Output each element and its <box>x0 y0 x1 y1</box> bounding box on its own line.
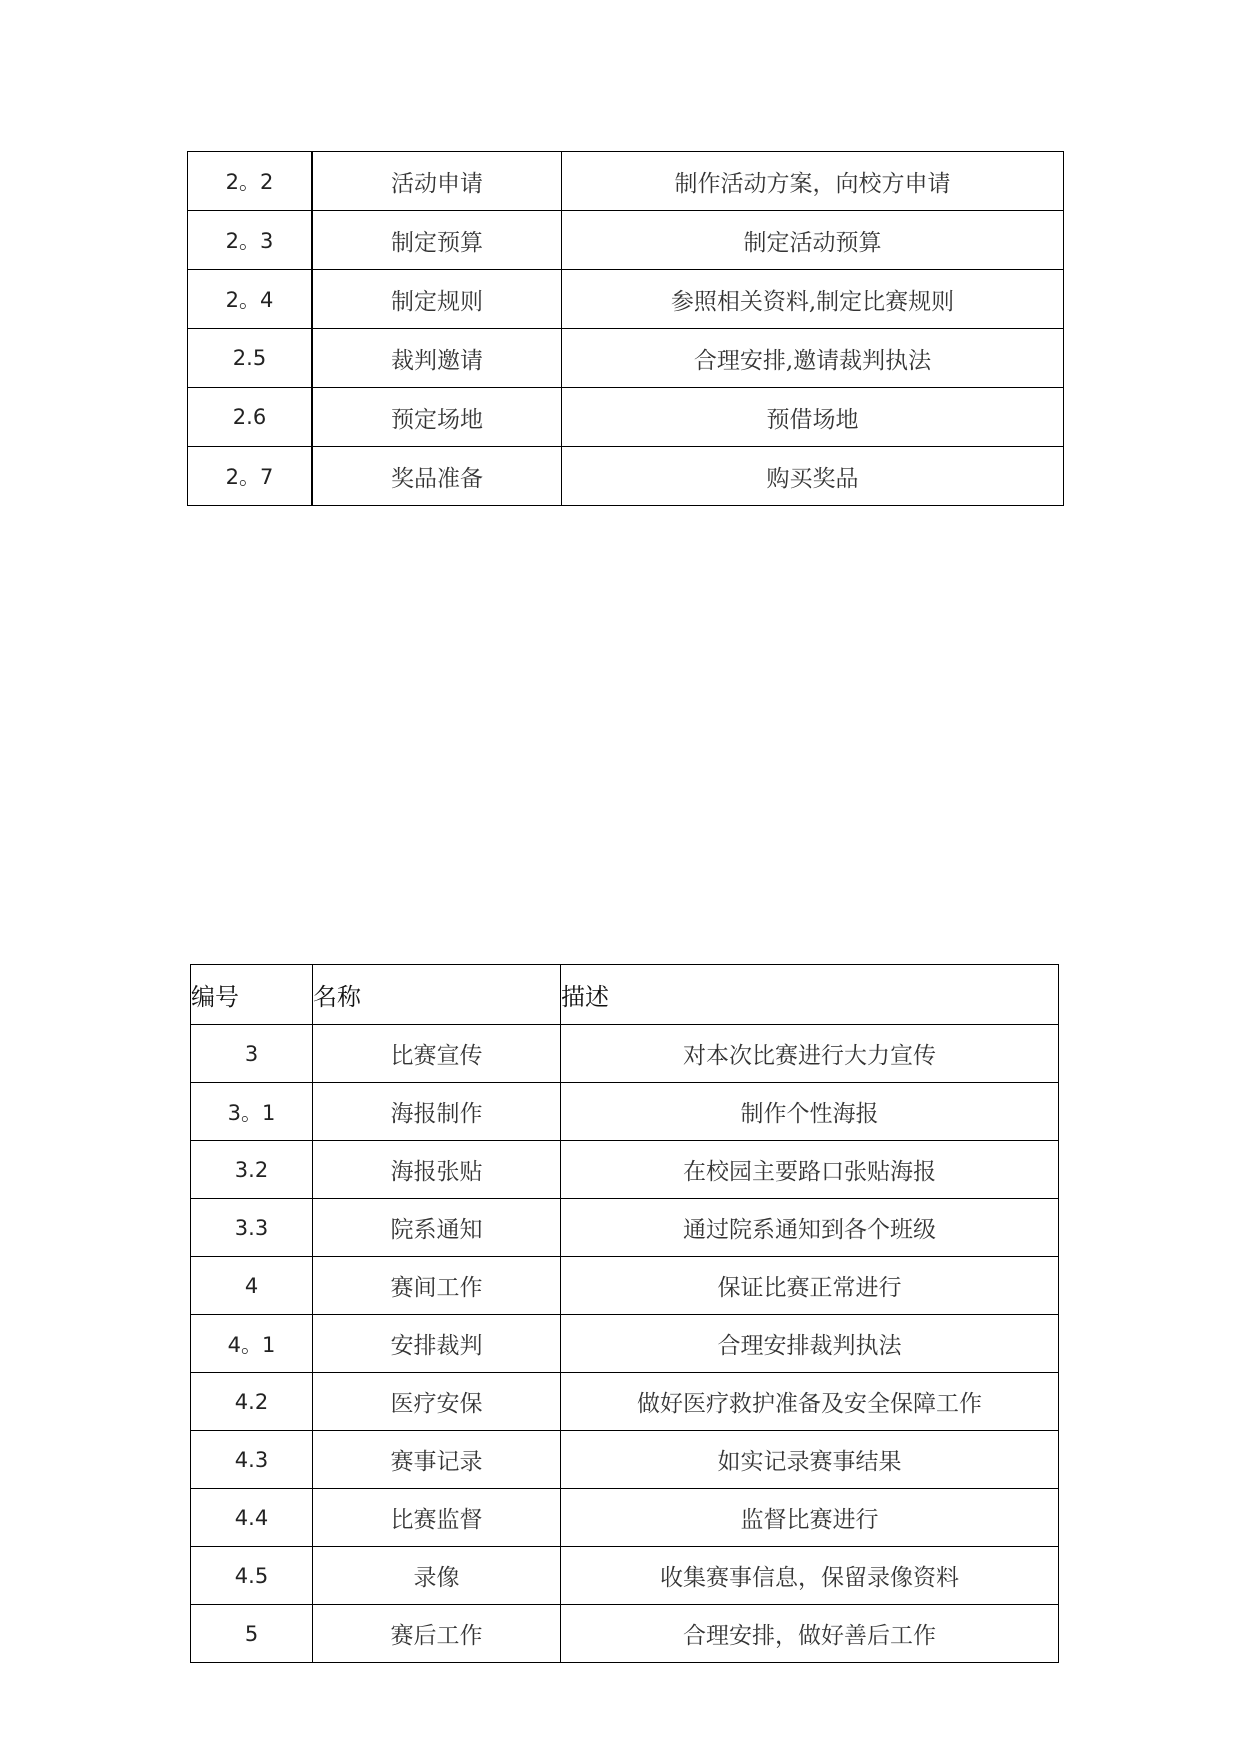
cell-num: 3.2 <box>191 1141 313 1199</box>
task-table-bottom-header <box>191 965 1059 1025</box>
table-row <box>188 270 1064 329</box>
cell-desc: 收集赛事信息，保留录像资料 <box>561 1547 1059 1605</box>
cell-name: 赛事记录 <box>313 1431 561 1489</box>
cell-num: 2。3 <box>188 211 313 270</box>
cell-desc: 如实记录赛事结果 <box>561 1431 1059 1489</box>
cell-desc: 购买奖品 <box>562 447 1064 506</box>
table-row <box>191 1373 1059 1431</box>
cell-num: 3.3 <box>191 1199 313 1257</box>
task-table-top-body <box>188 152 1064 506</box>
table-row <box>191 1547 1059 1605</box>
header-desc: 描述 <box>561 965 1059 1025</box>
table-row <box>191 1431 1059 1489</box>
cell-desc: 对本次比赛进行大力宣传 <box>561 1025 1059 1083</box>
cell-name: 院系通知 <box>313 1199 561 1257</box>
cell-name: 活动申请 <box>312 152 562 211</box>
cell-num: 2.6 <box>188 388 313 447</box>
cell-num: 4.2 <box>191 1373 313 1431</box>
cell-desc: 制作活动方案，向校方申请 <box>562 152 1064 211</box>
table-row <box>188 447 1064 506</box>
table-row <box>191 1315 1059 1373</box>
cell-name: 赛间工作 <box>313 1257 561 1315</box>
table-row <box>188 329 1064 388</box>
cell-name: 安排裁判 <box>313 1315 561 1373</box>
cell-desc: 预借场地 <box>562 388 1064 447</box>
task-table-bottom-body <box>191 1025 1059 1663</box>
cell-num: 3。1 <box>191 1083 313 1141</box>
cell-name: 赛后工作 <box>313 1605 561 1663</box>
table-row <box>191 1025 1059 1083</box>
cell-desc: 制作个性海报 <box>561 1083 1059 1141</box>
cell-name: 医疗安保 <box>313 1373 561 1431</box>
cell-name: 海报张贴 <box>313 1141 561 1199</box>
table-row <box>191 1199 1059 1257</box>
cell-name: 制定规则 <box>312 270 562 329</box>
cell-name: 海报制作 <box>313 1083 561 1141</box>
table-row <box>188 388 1064 447</box>
cell-desc: 参照相关资料,制定比赛规则 <box>562 270 1064 329</box>
cell-name: 比赛监督 <box>313 1489 561 1547</box>
cell-desc: 合理安排,邀请裁判执法 <box>562 329 1064 388</box>
task-table-top <box>187 151 1064 506</box>
cell-name: 制定预算 <box>312 211 562 270</box>
task-table-bottom <box>190 964 1059 1663</box>
cell-desc: 制定活动预算 <box>562 211 1064 270</box>
cell-num: 5 <box>191 1605 313 1663</box>
cell-desc: 在校园主要路口张贴海报 <box>561 1141 1059 1199</box>
cell-num: 4.5 <box>191 1547 313 1605</box>
cell-num: 2。7 <box>188 447 313 506</box>
cell-desc: 保证比赛正常进行 <box>561 1257 1059 1315</box>
cell-name: 录像 <box>313 1547 561 1605</box>
header-name: 名称 <box>313 965 561 1025</box>
cell-desc: 监督比赛进行 <box>561 1489 1059 1547</box>
cell-name: 奖品准备 <box>312 447 562 506</box>
cell-num: 4。1 <box>191 1315 313 1373</box>
table-row <box>191 1141 1059 1199</box>
cell-name: 裁判邀请 <box>312 329 562 388</box>
cell-name: 预定场地 <box>312 388 562 447</box>
table-row <box>188 211 1064 270</box>
cell-num: 2.5 <box>188 329 313 388</box>
cell-num: 4 <box>191 1257 313 1315</box>
cell-desc: 合理安排裁判执法 <box>561 1315 1059 1373</box>
table-row <box>191 1605 1059 1663</box>
cell-num: 2。4 <box>188 270 313 329</box>
cell-num: 3 <box>191 1025 313 1083</box>
cell-num: 4.3 <box>191 1431 313 1489</box>
cell-name: 比赛宣传 <box>313 1025 561 1083</box>
cell-num: 2。2 <box>188 152 313 211</box>
cell-desc: 合理安排，做好善后工作 <box>561 1605 1059 1663</box>
table-row <box>188 152 1064 211</box>
table-row <box>191 1257 1059 1315</box>
header-num: 编号 <box>191 965 313 1025</box>
table-row <box>191 1083 1059 1141</box>
table-row <box>191 1489 1059 1547</box>
header-row <box>191 965 1059 1025</box>
cell-desc: 做好医疗救护准备及安全保障工作 <box>561 1373 1059 1431</box>
cell-num: 4.4 <box>191 1489 313 1547</box>
cell-desc: 通过院系通知到各个班级 <box>561 1199 1059 1257</box>
